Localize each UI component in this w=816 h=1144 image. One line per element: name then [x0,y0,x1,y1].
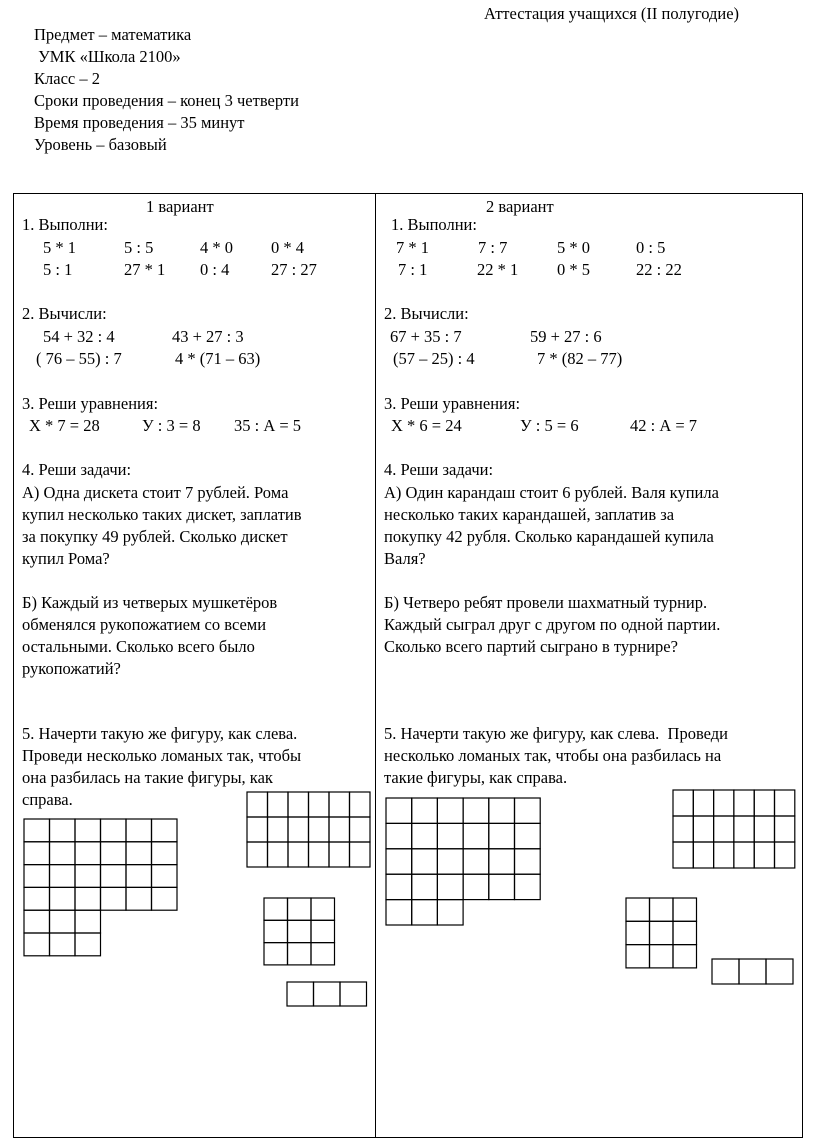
v1-t1-expr: 27 * 1 [124,260,166,279]
v1-t4a-line: купил несколько таких дискет, заплатив [22,505,302,524]
v1-piece-square [263,897,336,966]
v1-t1-expr: 5 : 1 [43,260,73,279]
v1-t5-line: 5. Начерти такую же фигуру, как слева. [22,724,298,743]
v2-t2-expr: 59 + 27 : 6 [530,327,602,346]
v1-t4b-line: остальными. Сколько всего было [22,637,255,656]
v2-t4b-line: Сколько всего партий сыграно в турнире? [384,637,678,656]
v2-t5-line: такие фигуры, как справа. [384,768,568,787]
variant-2-title: 2 вариант [486,197,554,216]
v2-task4-label: 4. Реши задачи: [384,460,494,479]
v2-t4a-line: А) Один карандаш стоит 6 рублей. Валя купила [384,483,719,502]
v1-t4b-line: обменялся рукопожатием со всеми [22,615,267,634]
v2-t1-expr: 22 * 1 [477,260,519,279]
v1-source-figure [23,818,178,960]
v2-t1-expr: 0 : 5 [636,238,666,257]
v2-t1-expr: 0 * 5 [557,260,590,279]
meta-program: УМК «Школа 2100» [34,47,181,66]
v2-t2-expr: (57 – 25) : 4 [393,349,475,368]
v1-t3-equation: Х * 7 = 28 [29,416,100,435]
v1-task2-label: 2. Вычисли: [22,304,107,323]
v2-t4b-line: Б) Четверо ребят провели шахматный турнир. [384,593,708,612]
v2-t1-expr: 5 * 0 [557,238,590,257]
meta-level: Уровень – базовый [34,135,167,154]
v1-piece-strip [286,981,368,1008]
v2-piece-large [672,789,796,870]
v1-t4a-line: за покупку 49 рублей. Сколько дискет [22,527,288,546]
v2-t5-line: 5. Начерти такую же фигуру, как слева. Проведи [384,724,728,743]
v2-t4a-line: несколько таких карандашей, заплатив за [384,505,675,524]
v1-task4-label: 4. Реши задачи: [22,460,132,479]
v2-task2-label: 2. Вычисли: [384,304,469,323]
v2-source-figure [385,797,542,937]
v2-t1-expr: 7 : 7 [478,238,508,257]
meta-class: Класс – 2 [34,69,100,88]
v1-t3-equation: У : 3 = 8 [142,416,201,435]
v2-piece-square [625,897,698,969]
v1-t4b-line: Б) Каждый из четверых мушкетёров [22,593,278,612]
v2-t4a-line: Валя? [384,549,426,568]
variant-1-title: 1 вариант [146,197,214,216]
v1-t4b-line: рукопожатий? [22,659,121,678]
v2-t4a-line: покупку 42 рубля. Сколько карандашей купила [384,527,714,546]
v1-t3-equation: 35 : А = 5 [234,416,302,435]
v2-t3-equation: У : 5 = 6 [520,416,579,435]
v1-t1-expr: 0 * 4 [271,238,304,257]
v2-t2-expr: 67 + 35 : 7 [390,327,462,346]
exam-meta [34,24,299,156]
v1-task1-label: 1. Выполни: [22,215,108,234]
v1-t5-line: Проведи несколько ломаных так, чтобы [22,746,302,765]
v1-piece-large [246,791,372,869]
v2-t5-line: несколько ломаных так, чтобы она разбилась на [384,746,722,765]
v2-t3-equation: 42 : А = 7 [630,416,698,435]
v1-t1-expr: 0 : 4 [200,260,230,279]
v2-piece-strip [711,958,794,986]
meta-period: Сроки проведения – конец 3 четверти [34,91,299,110]
v1-t1-expr: 27 : 27 [271,260,317,279]
meta-subject: Предмет – математика [34,25,192,44]
v2-task1-label: 1. Выполни: [391,215,477,234]
v1-t2-expr: 54 + 32 : 4 [43,327,115,346]
v1-t1-expr: 5 : 5 [124,238,154,257]
v1-task3-label: 3. Реши уравнения: [22,394,159,413]
v1-t1-expr: 5 * 1 [43,238,76,257]
v2-t1-expr: 22 : 22 [636,260,682,279]
document-title: Аттестация учащихся (II полугодие) [484,4,740,23]
v2-t3-equation: Х * 6 = 24 [391,416,462,435]
v2-t1-expr: 7 : 1 [398,260,428,279]
v1-t5-line: она разбилась на такие фигуры, как [22,768,273,787]
v2-t2-expr: 7 * (82 – 77) [537,349,623,368]
v2-t1-expr: 7 * 1 [396,238,429,257]
v2-task3-label: 3. Реши уравнения: [384,394,521,413]
v1-t2-expr: 43 + 27 : 3 [172,327,244,346]
v1-t4a-line: А) Одна дискета стоит 7 рублей. Рома [22,483,289,502]
v2-t4b-line: Каждый сыграл друг с другом по одной партии. [384,615,721,634]
v1-t2-expr: 4 * (71 – 63) [175,349,261,368]
v1-t2-expr: ( 76 – 55) : 7 [36,349,122,368]
v1-t1-expr: 4 * 0 [200,238,233,257]
v1-t4a-line: купил Рома? [22,549,110,568]
v1-t5-line: справа. [22,790,73,809]
meta-duration: Время проведения – 35 минут [34,113,245,132]
column-divider [375,193,376,1138]
